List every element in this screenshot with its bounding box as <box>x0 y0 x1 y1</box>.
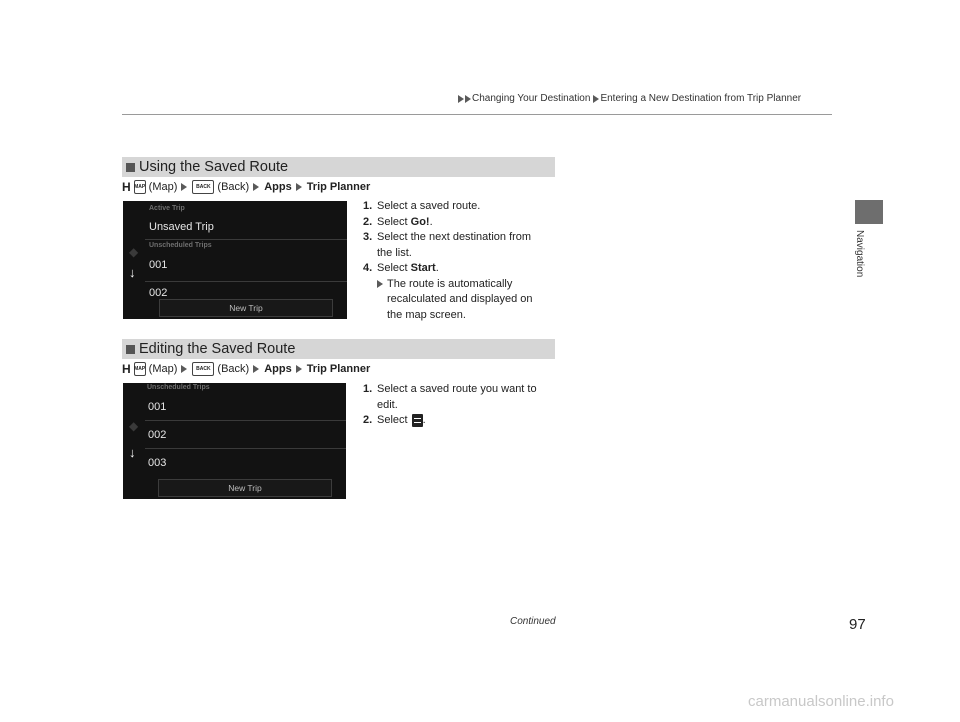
section-square-icon <box>126 163 135 172</box>
breadcrumb-item-changing-destination[interactable]: Changing Your Destination <box>472 93 591 104</box>
separator <box>145 239 347 240</box>
map-button-icon: MAP <box>134 180 146 194</box>
scroll-down-icon[interactable]: ↓ <box>129 265 136 280</box>
breadcrumb-arrow-icon <box>458 95 464 103</box>
result-text: recalculated and displayed on <box>387 293 533 305</box>
page-number: 97 <box>849 616 866 633</box>
step-number: 4. <box>363 262 373 274</box>
step-text: the list. <box>377 246 412 259</box>
breadcrumb <box>458 93 801 104</box>
step-4-result <box>363 277 563 324</box>
unscheduled-trips-label: Unscheduled Trips <box>147 384 210 391</box>
result-text: the map screen. <box>387 308 466 321</box>
path-arrow-icon <box>181 365 187 373</box>
start-option: Start <box>410 262 436 274</box>
map-label: (Map) <box>148 181 178 193</box>
section-square-icon <box>126 345 135 354</box>
trip-planner-screen-1 <box>123 201 347 319</box>
trip-item-002[interactable]: 002 <box>149 287 168 299</box>
step-1 <box>363 382 563 413</box>
section-title: Editing the Saved Route <box>139 341 296 357</box>
step-number: 1. <box>363 383 373 395</box>
header-divider <box>122 114 832 115</box>
step-2 <box>363 413 563 429</box>
step-text: Select <box>377 215 411 228</box>
back-button-icon: BACK <box>192 180 214 194</box>
home-key-icon: H <box>122 180 131 194</box>
menu-list-icon <box>412 414 423 427</box>
step-2 <box>363 215 563 231</box>
separator <box>145 281 347 282</box>
nav-path-1 <box>122 180 370 194</box>
map-label: (Map) <box>148 363 178 375</box>
step-text: Select the next destination from <box>377 231 532 243</box>
path-arrow-icon <box>296 365 302 373</box>
steps-section-1 <box>363 199 563 323</box>
separator <box>145 420 346 421</box>
map-button-icon: MAP <box>134 362 146 376</box>
home-key-icon: H <box>122 362 131 376</box>
step-text: Select <box>377 262 411 274</box>
breadcrumb-arrow-icon <box>593 95 599 103</box>
trip-planner-screen-2 <box>123 383 346 499</box>
unscheduled-trips-label: Unscheduled Trips <box>149 242 212 249</box>
result-text: The route is automatically <box>387 277 513 290</box>
breadcrumb-arrow-icon <box>465 95 471 103</box>
path-arrow-icon <box>296 183 302 191</box>
nav-path-2 <box>122 362 370 376</box>
separator <box>145 448 346 449</box>
trip-item-001[interactable]: 001 <box>149 259 168 271</box>
chapter-label <box>853 230 865 290</box>
breadcrumb-item-trip-planner[interactable]: Entering a New Destination from Trip Planner <box>600 93 802 104</box>
new-trip-button[interactable]: New Trip <box>159 299 333 317</box>
active-trip-label: Active Trip <box>149 205 185 212</box>
section-header-using-saved-route <box>122 157 555 177</box>
step-text: . <box>429 215 433 228</box>
back-label: (Back) <box>217 363 250 375</box>
go-option: Go! <box>410 215 430 228</box>
path-arrow-icon <box>253 365 259 373</box>
step-text: . <box>435 262 439 274</box>
step-text: . <box>422 414 426 426</box>
scroll-up-icon[interactable]: ◆ <box>129 419 139 433</box>
chapter-label-text: Navigation <box>854 230 865 278</box>
step-text: edit. <box>377 398 398 411</box>
active-trip-item[interactable]: Unsaved Trip <box>149 221 214 233</box>
watermark: carmanualsonline.info <box>748 693 894 710</box>
step-1 <box>363 199 563 215</box>
trip-item-002[interactable]: 002 <box>148 429 167 441</box>
step-4 <box>363 261 563 277</box>
new-trip-button[interactable]: New Trip <box>158 479 332 497</box>
path-arrow-icon <box>181 183 187 191</box>
scroll-up-icon[interactable]: ◆ <box>129 245 139 259</box>
step-number: 3. <box>363 231 373 243</box>
step-number: 1. <box>363 200 373 212</box>
scroll-down-icon[interactable]: ↓ <box>129 445 136 460</box>
step-3 <box>363 230 563 261</box>
trip-item-003[interactable]: 003 <box>148 457 167 469</box>
trip-item-001[interactable]: 001 <box>148 401 167 413</box>
section-title: Using the Saved Route <box>139 159 289 175</box>
trip-planner-label: Trip Planner <box>306 363 371 375</box>
apps-label: Apps <box>264 363 292 375</box>
step-text: Select <box>377 414 411 426</box>
section-header-editing-saved-route <box>122 339 555 359</box>
step-text: Select a saved route you want to <box>377 383 537 395</box>
path-arrow-icon <box>253 183 259 191</box>
continued-label: Continued <box>510 616 556 627</box>
back-button-icon: BACK <box>192 362 214 376</box>
step-number: 2. <box>363 414 373 426</box>
steps-section-2 <box>363 382 563 429</box>
trip-planner-label: Trip Planner <box>306 181 371 193</box>
chapter-tab <box>855 200 883 224</box>
step-text: Select a saved route. <box>377 200 481 212</box>
back-label: (Back) <box>217 181 250 193</box>
apps-label: Apps <box>264 181 292 193</box>
step-number: 2. <box>363 215 373 228</box>
result-arrow-icon <box>377 280 383 288</box>
